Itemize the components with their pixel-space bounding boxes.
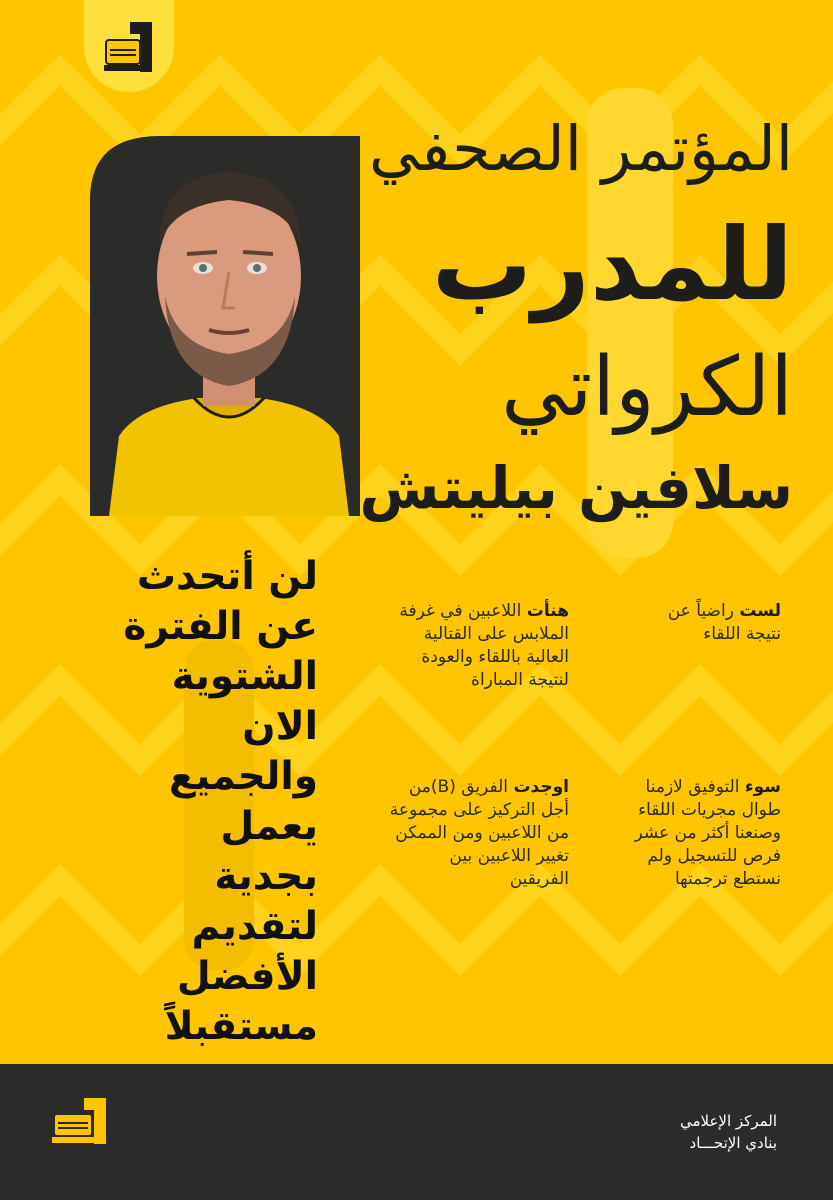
headline-line-2: للمدرب xyxy=(431,206,793,323)
headline-line-1: المؤتمر الصحفي xyxy=(369,112,793,185)
quote-line: الان xyxy=(242,704,318,749)
key-point-text: راضياً عن نتيجة اللقاء xyxy=(667,601,781,644)
footer-line-2: بنادي الإتحـــاد xyxy=(689,1134,777,1152)
headline-line-3: الكرواتي xyxy=(501,340,793,435)
club-logo-top[interactable] xyxy=(84,0,174,92)
quote-line: والجميع xyxy=(168,754,318,799)
quote-line: عن الفترة xyxy=(123,604,318,649)
key-point-text: اللاعبين في غرفة الملابس على القتالية العالية باللقاء والعودة لنتيجة المباراة xyxy=(399,601,569,690)
key-point-keyword: لست xyxy=(739,601,781,621)
quote-line: الشتوية xyxy=(171,654,318,699)
key-point-text: التوفيق لازمنا طوال مجريات اللقاء وصنعنا أكثر من عشر فرص للتسجيل ولم نستطع ترجمتها xyxy=(634,777,781,889)
key-point-keyword: سوء xyxy=(744,777,781,797)
quote-line: الأفضل xyxy=(176,954,318,999)
key-point-3 xyxy=(611,776,781,891)
key-point-keyword: اوجدت xyxy=(513,777,569,797)
quote-line: مستقبلاً xyxy=(164,1004,318,1049)
key-point-keyword: هنأت xyxy=(526,601,569,621)
coach-photo xyxy=(99,136,359,516)
quote-line: لتقديم xyxy=(191,904,318,949)
quote-line: لن أتحدث xyxy=(136,554,318,599)
footer-line-1: المركز الإعلامي xyxy=(679,1112,777,1130)
main-quote xyxy=(104,552,318,1052)
key-point-4 xyxy=(389,776,569,891)
quote-line: يعمل xyxy=(220,804,318,849)
key-point-text: الفريق (B)من أجل التركيز على مجموعة من اللاعبين ومن الممكن تغيير اللاعبين بين الفريقين xyxy=(389,777,569,889)
ittihad-logo-icon xyxy=(100,18,158,76)
key-point-2 xyxy=(389,600,569,692)
ittihad-logo-footer-icon[interactable] xyxy=(50,1096,112,1148)
key-point-1 xyxy=(631,600,781,646)
coach-name: سلافين بيليتش xyxy=(359,454,793,522)
quote-line: بجدية xyxy=(214,854,318,899)
media-center-label xyxy=(680,1110,777,1154)
